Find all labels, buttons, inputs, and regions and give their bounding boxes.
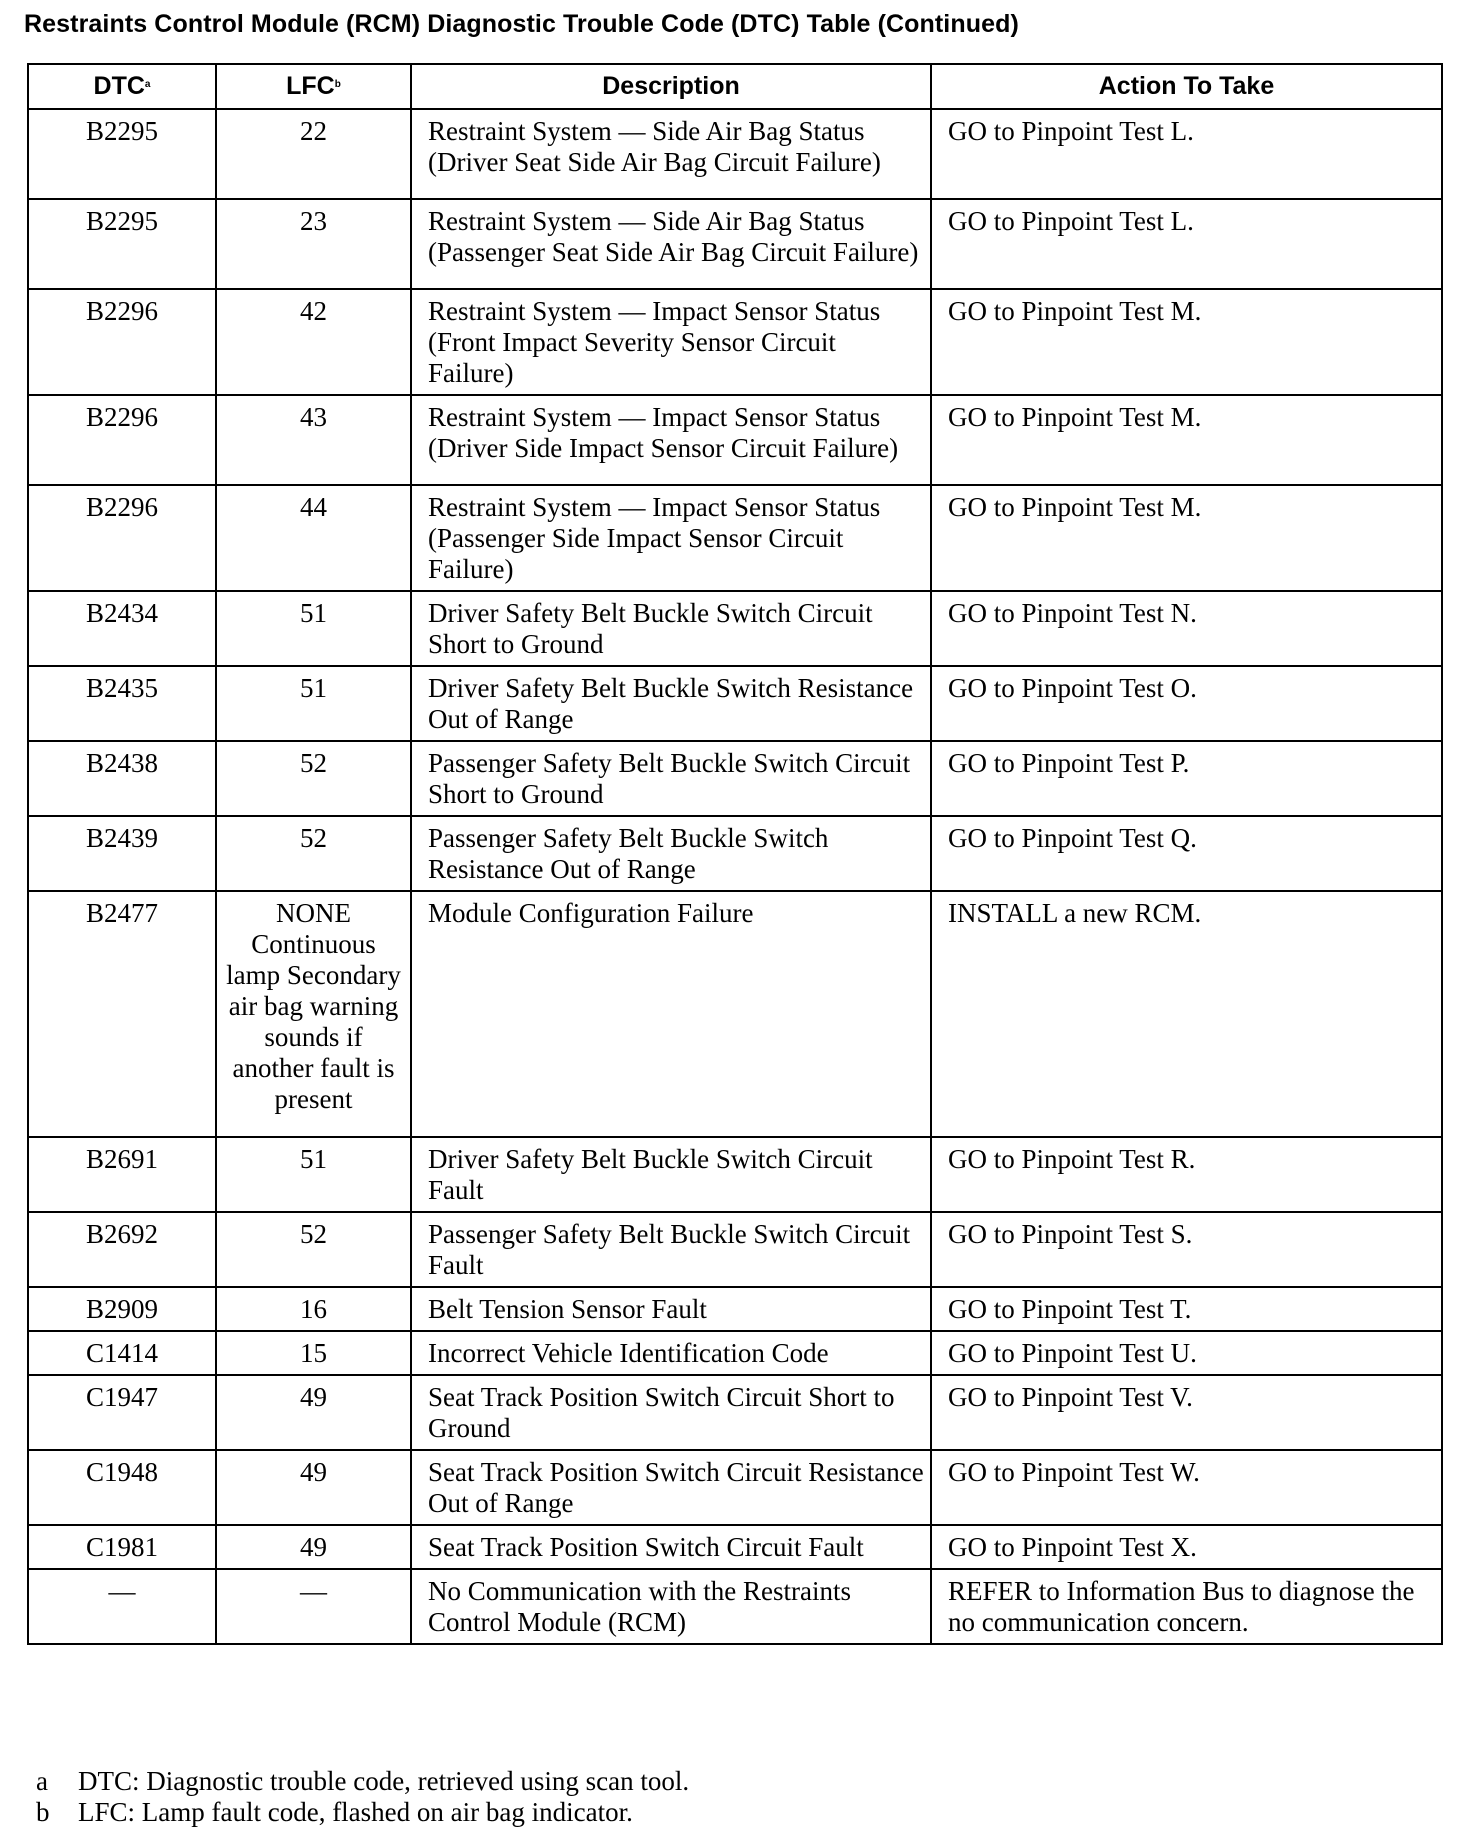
cell-action: GO to Pinpoint Test S. bbox=[931, 1212, 1442, 1287]
cell-lfc: 44 bbox=[216, 485, 411, 591]
cell-description: Restraint System — Impact Sensor Status (Front Impact Severity Sensor Circuit Failure) bbox=[411, 289, 931, 395]
cell-description: Driver Safety Belt Buckle Switch Resistance Out of Range bbox=[411, 666, 931, 741]
table-row bbox=[28, 109, 1442, 199]
cell-lfc: NONE Continuous lamp Secondary air bag warning sounds if another fault is present bbox=[216, 891, 411, 1137]
table-title: Restraints Control Module (RCM) Diagnostic Trouble Code (DTC) Table (Continued) bbox=[24, 10, 1019, 38]
cell-dtc: B2435 bbox=[28, 666, 216, 741]
table-row bbox=[28, 891, 1442, 1137]
cell-lfc: 22 bbox=[216, 109, 411, 199]
cell-description: Passenger Safety Belt Buckle Switch Circuit Short to Ground bbox=[411, 741, 931, 816]
cell-dtc: C1981 bbox=[28, 1525, 216, 1569]
table-row bbox=[28, 666, 1442, 741]
footnote-letter: a bbox=[36, 1766, 48, 1796]
table-row bbox=[28, 199, 1442, 289]
cell-dtc: B2295 bbox=[28, 109, 216, 199]
cell-action: INSTALL a new RCM. bbox=[931, 891, 1442, 1137]
cell-dtc: — bbox=[28, 1569, 216, 1644]
header-dtc-label: DTC bbox=[93, 72, 145, 100]
cell-dtc: B2296 bbox=[28, 395, 216, 485]
cell-action: GO to Pinpoint Test U. bbox=[931, 1331, 1442, 1375]
cell-action: GO to Pinpoint Test R. bbox=[931, 1137, 1442, 1212]
table-row bbox=[28, 816, 1442, 891]
cell-lfc: 23 bbox=[216, 199, 411, 289]
cell-action: REFER to Information Bus to diagnose the no communication concern. bbox=[931, 1569, 1442, 1644]
cell-lfc: 49 bbox=[216, 1525, 411, 1569]
table-row bbox=[28, 1212, 1442, 1287]
header-dtc bbox=[28, 64, 216, 109]
header-description: Description bbox=[411, 64, 931, 109]
cell-description: Module Configuration Failure bbox=[411, 891, 931, 1137]
cell-dtc: B2296 bbox=[28, 485, 216, 591]
cell-dtc: B2692 bbox=[28, 1212, 216, 1287]
cell-action: GO to Pinpoint Test L. bbox=[931, 109, 1442, 199]
cell-action: GO to Pinpoint Test N. bbox=[931, 591, 1442, 666]
cell-description: Seat Track Position Switch Circuit Resistance Out of Range bbox=[411, 1450, 931, 1525]
table-row bbox=[28, 289, 1442, 395]
table-row bbox=[28, 1287, 1442, 1331]
cell-dtc: B2909 bbox=[28, 1287, 216, 1331]
cell-description: Restraint System — Side Air Bag Status (Passenger Seat Side Air Bag Circuit Failure) bbox=[411, 199, 931, 289]
cell-action: GO to Pinpoint Test T. bbox=[931, 1287, 1442, 1331]
header-action: Action To Take bbox=[931, 64, 1442, 109]
table-row bbox=[28, 485, 1442, 591]
cell-dtc: B2434 bbox=[28, 591, 216, 666]
cell-description: Restraint System — Side Air Bag Status (Driver Seat Side Air Bag Circuit Failure) bbox=[411, 109, 931, 199]
cell-dtc: B2296 bbox=[28, 289, 216, 395]
cell-action: GO to Pinpoint Test O. bbox=[931, 666, 1442, 741]
cell-action: GO to Pinpoint Test W. bbox=[931, 1450, 1442, 1525]
table-row bbox=[28, 591, 1442, 666]
footnotes bbox=[36, 1766, 689, 1828]
cell-lfc: 15 bbox=[216, 1331, 411, 1375]
cell-action: GO to Pinpoint Test L. bbox=[931, 199, 1442, 289]
cell-action: GO to Pinpoint Test P. bbox=[931, 741, 1442, 816]
cell-dtc: C1948 bbox=[28, 1450, 216, 1525]
cell-lfc: 52 bbox=[216, 816, 411, 891]
cell-description: Seat Track Position Switch Circuit Short to Ground bbox=[411, 1375, 931, 1450]
table-row bbox=[28, 395, 1442, 485]
footnote-text: LFC: Lamp fault code, flashed on air bag indicator. bbox=[78, 1797, 633, 1827]
cell-action: GO to Pinpoint Test V. bbox=[931, 1375, 1442, 1450]
cell-dtc: C1947 bbox=[28, 1375, 216, 1450]
header-lfc bbox=[216, 64, 411, 109]
cell-lfc: 51 bbox=[216, 1137, 411, 1212]
cell-lfc: 51 bbox=[216, 591, 411, 666]
table-row bbox=[28, 1450, 1442, 1525]
table-row bbox=[28, 1525, 1442, 1569]
cell-description: Passenger Safety Belt Buckle Switch Resistance Out of Range bbox=[411, 816, 931, 891]
table-header-row bbox=[28, 64, 1442, 109]
cell-description: Seat Track Position Switch Circuit Fault bbox=[411, 1525, 931, 1569]
cell-dtc: B2477 bbox=[28, 891, 216, 1137]
cell-action: GO to Pinpoint Test X. bbox=[931, 1525, 1442, 1569]
cell-lfc: — bbox=[216, 1569, 411, 1644]
table-row bbox=[28, 741, 1442, 816]
header-dtc-footnote-mark: a bbox=[144, 79, 151, 90]
cell-description: No Communication with the Restraints Control Module (RCM) bbox=[411, 1569, 931, 1644]
footnote-letter: b bbox=[36, 1797, 50, 1827]
cell-lfc: 52 bbox=[216, 1212, 411, 1287]
cell-lfc: 49 bbox=[216, 1375, 411, 1450]
cell-action: GO to Pinpoint Test M. bbox=[931, 289, 1442, 395]
cell-description: Driver Safety Belt Buckle Switch Circuit Short to Ground bbox=[411, 591, 931, 666]
cell-action: GO to Pinpoint Test M. bbox=[931, 485, 1442, 591]
cell-lfc: 16 bbox=[216, 1287, 411, 1331]
cell-description: Belt Tension Sensor Fault bbox=[411, 1287, 931, 1331]
cell-dtc: B2691 bbox=[28, 1137, 216, 1212]
footnote-a bbox=[36, 1766, 689, 1797]
footnote-text: DTC: Diagnostic trouble code, retrieved using scan tool. bbox=[78, 1766, 690, 1796]
cell-dtc: B2438 bbox=[28, 741, 216, 816]
cell-action: GO to Pinpoint Test Q. bbox=[931, 816, 1442, 891]
cell-description: Restraint System — Impact Sensor Status (Driver Side Impact Sensor Circuit Failure) bbox=[411, 395, 931, 485]
cell-lfc: 49 bbox=[216, 1450, 411, 1525]
cell-lfc: 43 bbox=[216, 395, 411, 485]
dtc-table bbox=[27, 63, 1443, 1645]
cell-description: Driver Safety Belt Buckle Switch Circuit Fault bbox=[411, 1137, 931, 1212]
header-lfc-label: LFC bbox=[286, 72, 335, 100]
table-row bbox=[28, 1375, 1442, 1450]
cell-description: Passenger Safety Belt Buckle Switch Circuit Fault bbox=[411, 1212, 931, 1287]
table-row bbox=[28, 1569, 1442, 1644]
table-row bbox=[28, 1137, 1442, 1212]
header-lfc-footnote-mark: b bbox=[334, 79, 341, 90]
cell-lfc: 52 bbox=[216, 741, 411, 816]
cell-lfc: 42 bbox=[216, 289, 411, 395]
cell-dtc: B2295 bbox=[28, 199, 216, 289]
table-row bbox=[28, 1331, 1442, 1375]
cell-action: GO to Pinpoint Test M. bbox=[931, 395, 1442, 485]
cell-dtc: C1414 bbox=[28, 1331, 216, 1375]
footnote-b bbox=[36, 1797, 689, 1828]
cell-lfc: 51 bbox=[216, 666, 411, 741]
cell-description: Incorrect Vehicle Identification Code bbox=[411, 1331, 931, 1375]
cell-dtc: B2439 bbox=[28, 816, 216, 891]
cell-description: Restraint System — Impact Sensor Status (Passenger Side Impact Sensor Circuit Failure) bbox=[411, 485, 931, 591]
